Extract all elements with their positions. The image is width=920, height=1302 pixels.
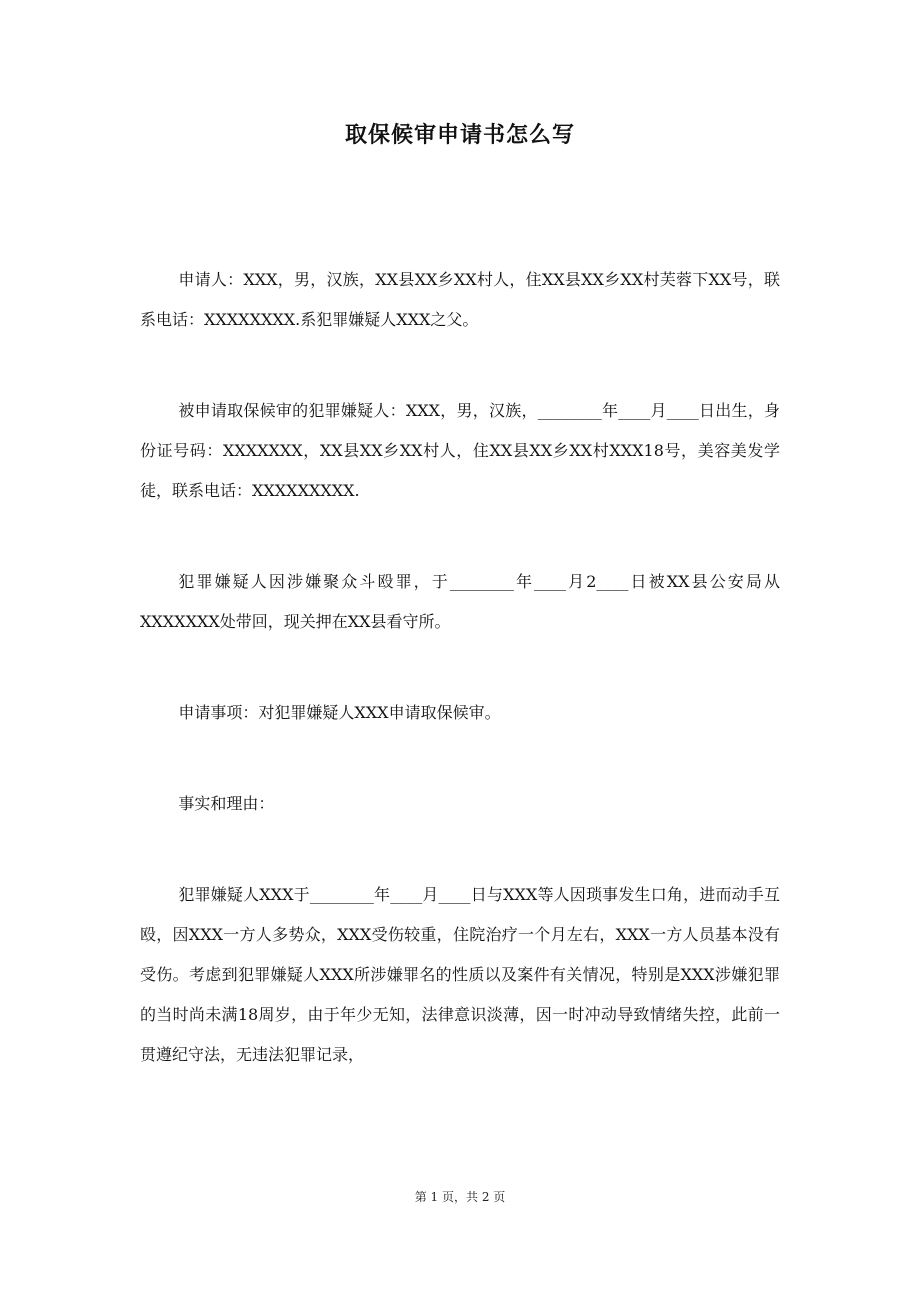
paragraph-request: 申请事项：对犯罪嫌疑人XXX申请取保候审。 bbox=[178, 703, 501, 722]
document-body bbox=[140, 260, 780, 1075]
paragraph-detention: 犯罪嫌疑人因涉嫌聚众斗殴罪，于________年____月2____日被XX县公安局从XXXXXXX处带回，现关押在XX县看守所。 bbox=[140, 572, 780, 631]
paragraph-applicant: 申请人：XXX，男，汉族，XX县XX乡XX村人，住XX县XX乡XX村芙蓉下XX号，联系电话：XXXXXXXX.系犯罪嫌疑人XXX之父。 bbox=[140, 270, 780, 329]
paragraph-suspect: 被申请取保候审的犯罪嫌疑人：XXX，男，汉族，________年____月____日出生，身份证号码：XXXXXXX，XX县XX乡XX村人，住XX县XX乡XX村XXX18号，美容美发学徒，联系电话：XXXXXXXXX. bbox=[140, 401, 780, 500]
paragraph-facts-heading: 事实和理由： bbox=[178, 794, 275, 813]
paragraph-facts: 犯罪嫌疑人XXX于________年____月____日与XXX等人因琐事发生口角，进而动手互殴，因XXX一方人多势众，XXX受伤较重，住院治疗一个月左右，XXX一方人员基本没有受伤。考虑到犯罪嫌疑人XXX所涉嫌罪名的性质以及案件有关情况，特别是XXX涉嫌犯罪的当时尚未满18周岁，由于年少无知，法律意识淡薄，因一时冲动导致情绪失控，此前一贯遵纪守法，无违法犯罪记录， bbox=[140, 885, 780, 1064]
document-title: 取保候审申请书怎么写 bbox=[344, 123, 575, 148]
page-number: 第 1 页，共 2 页 bbox=[414, 1190, 506, 1204]
